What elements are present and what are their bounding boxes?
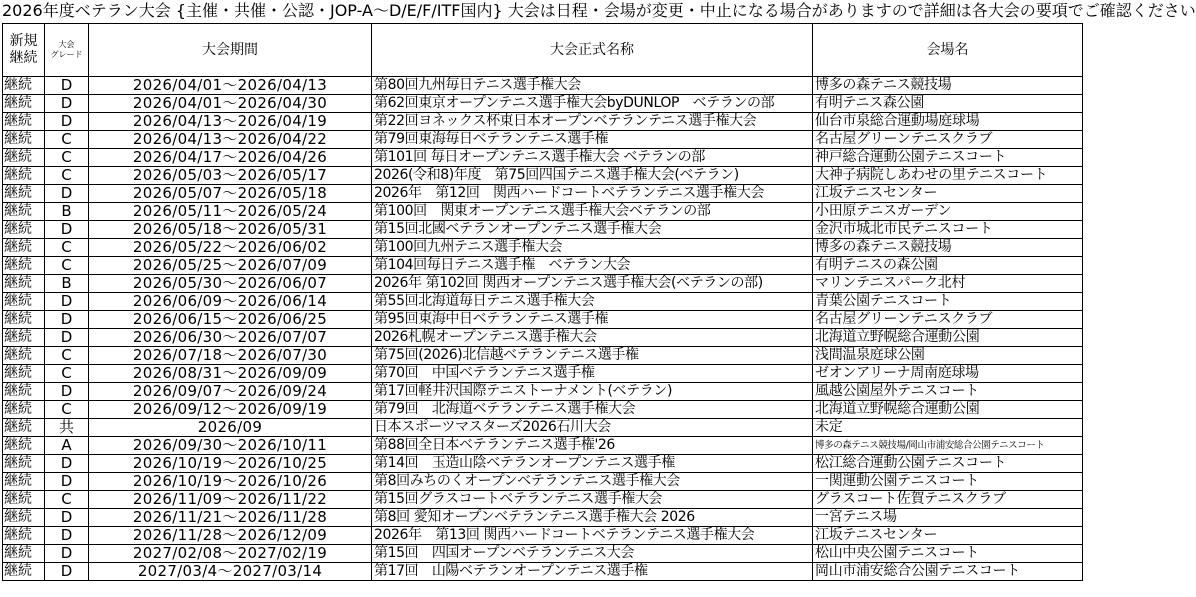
table-row bbox=[3, 347, 1083, 365]
venue-cell: 小田原テニスガーデン bbox=[813, 203, 1083, 221]
period-cell: 2026/09 bbox=[89, 419, 372, 437]
grade-cell: C bbox=[45, 239, 89, 257]
header-status-label: 新規 継続 bbox=[9, 33, 38, 66]
tournament-name-cell: 第70回 中国ベテランテニス選手権 bbox=[372, 365, 813, 383]
period-cell: 2026/05/11～2026/05/24 bbox=[89, 203, 372, 221]
period-cell: 2026/09/12～2026/09/19 bbox=[89, 401, 372, 419]
table-row bbox=[3, 221, 1083, 239]
status-cell: 継続 bbox=[3, 347, 45, 365]
venue-cell: 青葉公園テニスコート bbox=[813, 293, 1083, 311]
tournament-name-cell: 第100回 関東オープンテニス選手権大会ベテランの部 bbox=[372, 203, 813, 221]
header-grade bbox=[45, 24, 89, 77]
table-row bbox=[3, 383, 1083, 401]
grade-cell: D bbox=[45, 455, 89, 473]
period-cell: 2027/03/4～2027/03/14 bbox=[89, 563, 372, 581]
tournament-name-cell: 2026(令和8)年度 第75回四国テニス選手権大会(ベテラン) bbox=[372, 167, 813, 185]
tournament-name-cell: 日本スポーツマスターズ2026石川大会 bbox=[372, 419, 813, 437]
period-cell: 2026/09/30～2026/10/11 bbox=[89, 437, 372, 455]
table-row bbox=[3, 473, 1083, 491]
tournament-name-cell: 第55回北海道毎日テニス選手権大会 bbox=[372, 293, 813, 311]
venue-cell: 松江総合運動公園テニスコート bbox=[813, 455, 1083, 473]
table-row bbox=[3, 131, 1083, 149]
table-row bbox=[3, 275, 1083, 293]
status-cell: 継続 bbox=[3, 473, 45, 491]
grade-cell: D bbox=[45, 383, 89, 401]
venue-cell: 一関運動公園テニスコート bbox=[813, 473, 1083, 491]
status-cell: 継続 bbox=[3, 455, 45, 473]
status-cell: 継続 bbox=[3, 527, 45, 545]
status-cell: 継続 bbox=[3, 293, 45, 311]
venue-cell: 有明テニス森公園 bbox=[813, 95, 1083, 113]
grade-cell: D bbox=[45, 563, 89, 581]
period-cell: 2026/04/13～2026/04/22 bbox=[89, 131, 372, 149]
tournament-name-cell: 第15回グラスコートベテランテニス選手権大会 bbox=[372, 491, 813, 509]
table-row bbox=[3, 419, 1083, 437]
tournament-name-cell: 第79回東海毎日ベテランテニス選手権 bbox=[372, 131, 813, 149]
table-row bbox=[3, 401, 1083, 419]
grade-cell: C bbox=[45, 401, 89, 419]
tournament-table bbox=[2, 23, 1083, 581]
header-grade-label: 大会 グレード bbox=[50, 40, 83, 59]
grade-cell: C bbox=[45, 131, 89, 149]
period-cell: 2026/11/21～2026/11/28 bbox=[89, 509, 372, 527]
venue-cell: 名古屋グリーンテニスクラブ bbox=[813, 311, 1083, 329]
period-cell: 2026/06/30～2026/07/07 bbox=[89, 329, 372, 347]
tournament-name-cell: 第100回九州テニス選手権大会 bbox=[372, 239, 813, 257]
grade-cell: C bbox=[45, 347, 89, 365]
grade-cell: D bbox=[45, 113, 89, 131]
status-cell: 継続 bbox=[3, 113, 45, 131]
status-cell: 継続 bbox=[3, 275, 45, 293]
tournament-name-cell: 第104回毎日テニス選手権 ベテラン大会 bbox=[372, 257, 813, 275]
grade-cell: 共 bbox=[45, 419, 89, 437]
tournament-name-cell: 2026年 第13回 関西ハードコートベテランテニス選手権大会 bbox=[372, 527, 813, 545]
venue-cell: グラスコート佐賀テニスクラブ bbox=[813, 491, 1083, 509]
status-cell: 継続 bbox=[3, 563, 45, 581]
status-cell: 継続 bbox=[3, 149, 45, 167]
period-cell: 2026/04/13～2026/04/19 bbox=[89, 113, 372, 131]
grade-cell: D bbox=[45, 527, 89, 545]
table-row bbox=[3, 257, 1083, 275]
period-cell: 2026/07/18～2026/07/30 bbox=[89, 347, 372, 365]
status-cell: 継続 bbox=[3, 203, 45, 221]
tournament-name-cell: 第80回九州毎日テニス選手権大会 bbox=[372, 77, 813, 95]
venue-cell: 松山中央公園テニスコート bbox=[813, 545, 1083, 563]
table-row bbox=[3, 185, 1083, 203]
tournament-name-cell: 2026年 第12回 関西ハードコートベテランテニス選手権大会 bbox=[372, 185, 813, 203]
table-row bbox=[3, 509, 1083, 527]
table-row bbox=[3, 365, 1083, 383]
tournament-name-cell: 第14回 玉造山陰ベテランオープンテニス選手権 bbox=[372, 455, 813, 473]
venue-cell: 名古屋グリーンテニスクラブ bbox=[813, 131, 1083, 149]
table-row bbox=[3, 167, 1083, 185]
tournament-name-cell: 第15回北國ベテランオープンテニス選手権大会 bbox=[372, 221, 813, 239]
status-cell: 継続 bbox=[3, 239, 45, 257]
tournament-name-cell: 第101回 毎日オープンテニス選手権大会 ベテランの部 bbox=[372, 149, 813, 167]
table-row bbox=[3, 293, 1083, 311]
period-cell: 2026/11/28～2026/12/09 bbox=[89, 527, 372, 545]
grade-cell: C bbox=[45, 167, 89, 185]
venue-cell: 大神子病院しあわせの里テニスコート bbox=[813, 167, 1083, 185]
grade-cell: D bbox=[45, 473, 89, 491]
venue-cell: 浅間温泉庭球公園 bbox=[813, 347, 1083, 365]
grade-cell: D bbox=[45, 509, 89, 527]
status-cell: 継続 bbox=[3, 95, 45, 113]
grade-cell: D bbox=[45, 293, 89, 311]
grade-cell: D bbox=[45, 221, 89, 239]
header-period: 大会期間 bbox=[89, 24, 372, 77]
period-cell: 2026/11/09～2026/11/22 bbox=[89, 491, 372, 509]
header-name: 大会正式名称 bbox=[372, 24, 813, 77]
period-cell: 2026/06/15～2026/06/25 bbox=[89, 311, 372, 329]
table-row bbox=[3, 311, 1083, 329]
status-cell: 継続 bbox=[3, 221, 45, 239]
grade-cell: D bbox=[45, 329, 89, 347]
grade-cell: D bbox=[45, 185, 89, 203]
period-cell: 2026/09/07～2026/09/24 bbox=[89, 383, 372, 401]
tournament-name-cell: 第62回東京オープンテニス選手権大会byDUNLOP ベテランの部 bbox=[372, 95, 813, 113]
grade-cell: B bbox=[45, 203, 89, 221]
grade-cell: C bbox=[45, 365, 89, 383]
page-title: 2026年度ベテラン大会 {主催・共催・公認・JOP-A～D/E/F/ITF国内} 大会は日程・会場が変更・中止になる場合がありますので詳細は各大会の要項でご確認ください bbox=[2, 1, 1196, 20]
period-cell: 2026/05/25～2026/07/09 bbox=[89, 257, 372, 275]
tournament-name-cell: 2026札幌オープンテニス選手権大会 bbox=[372, 329, 813, 347]
period-cell: 2026/05/30～2026/06/07 bbox=[89, 275, 372, 293]
period-cell: 2027/02/08～2027/02/19 bbox=[89, 545, 372, 563]
status-cell: 継続 bbox=[3, 383, 45, 401]
status-cell: 継続 bbox=[3, 131, 45, 149]
table-row bbox=[3, 491, 1083, 509]
table-row bbox=[3, 149, 1083, 167]
table-row bbox=[3, 203, 1083, 221]
table-row bbox=[3, 113, 1083, 131]
status-cell: 継続 bbox=[3, 329, 45, 347]
grade-cell: D bbox=[45, 77, 89, 95]
venue-cell: 博多の森テニス競技場 bbox=[813, 77, 1083, 95]
table-row bbox=[3, 239, 1083, 257]
tournament-name-cell: 第79回 北海道ベテランテニス選手権大会 bbox=[372, 401, 813, 419]
table-row bbox=[3, 455, 1083, 473]
period-cell: 2026/06/09～2026/06/14 bbox=[89, 293, 372, 311]
tournament-name-cell: 第8回みちのくオープンベテランテニス選手権大会 bbox=[372, 473, 813, 491]
status-cell: 継続 bbox=[3, 257, 45, 275]
table-row bbox=[3, 563, 1083, 581]
venue-cell: 博多の森テニス競技場 bbox=[813, 239, 1083, 257]
header-status bbox=[3, 24, 45, 77]
tournament-name-cell: 第22回ヨネックス杯東日本オープンベテランテニス選手権大会 bbox=[372, 113, 813, 131]
status-cell: 継続 bbox=[3, 419, 45, 437]
venue-cell: 北海道立野幌総合運動公園 bbox=[813, 401, 1083, 419]
period-cell: 2026/10/19～2026/10/26 bbox=[89, 473, 372, 491]
venue-cell: 有明テニスの森公園 bbox=[813, 257, 1083, 275]
grade-cell: D bbox=[45, 311, 89, 329]
period-cell: 2026/08/31～2026/09/09 bbox=[89, 365, 372, 383]
table-row bbox=[3, 527, 1083, 545]
status-cell: 継続 bbox=[3, 311, 45, 329]
grade-cell: D bbox=[45, 95, 89, 113]
tournament-name-cell: 第8回 愛知オープンベテランテニス選手権大会 2026 bbox=[372, 509, 813, 527]
venue-cell: 博多の森テニス競技場/岡山市浦安総合公園テニスコート bbox=[813, 437, 1083, 455]
table-row bbox=[3, 545, 1083, 563]
grade-cell: A bbox=[45, 437, 89, 455]
tournament-name-cell: 第17回軽井沢国際テニストーナメント(ベテラン) bbox=[372, 383, 813, 401]
table-row bbox=[3, 329, 1083, 347]
status-cell: 継続 bbox=[3, 545, 45, 563]
period-cell: 2026/05/07～2026/05/18 bbox=[89, 185, 372, 203]
status-cell: 継続 bbox=[3, 509, 45, 527]
venue-cell: ゼオンアリーナ周南庭球場 bbox=[813, 365, 1083, 383]
period-cell: 2026/04/01～2026/04/30 bbox=[89, 95, 372, 113]
venue-cell: 未定 bbox=[813, 419, 1083, 437]
tournament-name-cell: 2026年 第102回 関西オープンテニス選手権大会(ベテランの部) bbox=[372, 275, 813, 293]
status-cell: 継続 bbox=[3, 185, 45, 203]
grade-cell: D bbox=[45, 545, 89, 563]
tournament-name-cell: 第15回 四国オープンベテランテニス大会 bbox=[372, 545, 813, 563]
grade-cell: C bbox=[45, 257, 89, 275]
table-header-row bbox=[3, 24, 1083, 77]
table-body bbox=[3, 77, 1083, 581]
venue-cell: マリンテニスパーク北村 bbox=[813, 275, 1083, 293]
venue-cell: 江坂テニスセンター bbox=[813, 185, 1083, 203]
tournament-name-cell: 第88回全日本ベテランテニス選手権'26 bbox=[372, 437, 813, 455]
venue-cell: 風越公園屋外テニスコート bbox=[813, 383, 1083, 401]
grade-cell: C bbox=[45, 149, 89, 167]
venue-cell: 北海道立野幌総合運動公園 bbox=[813, 329, 1083, 347]
venue-cell: 一宮テニス場 bbox=[813, 509, 1083, 527]
tournament-name-cell: 第17回 山陽ベテランオープンテニス選手権 bbox=[372, 563, 813, 581]
venue-cell: 金沢市城北市民テニスコート bbox=[813, 221, 1083, 239]
tournament-name-cell: 第75回(2026)北信越ベテランテニス選手権 bbox=[372, 347, 813, 365]
status-cell: 継続 bbox=[3, 401, 45, 419]
status-cell: 継続 bbox=[3, 167, 45, 185]
venue-cell: 江坂テニスセンター bbox=[813, 527, 1083, 545]
period-cell: 2026/10/19～2026/10/25 bbox=[89, 455, 372, 473]
status-cell: 継続 bbox=[3, 437, 45, 455]
table-row bbox=[3, 437, 1083, 455]
tournament-name-cell: 第95回東海中日ベテランテニス選手権 bbox=[372, 311, 813, 329]
grade-cell: B bbox=[45, 275, 89, 293]
period-cell: 2026/05/18～2026/05/31 bbox=[89, 221, 372, 239]
period-cell: 2026/05/03～2026/05/17 bbox=[89, 167, 372, 185]
grade-cell: C bbox=[45, 491, 89, 509]
table-row bbox=[3, 95, 1083, 113]
status-cell: 継続 bbox=[3, 77, 45, 95]
venue-cell: 仙台市泉総合運動場庭球場 bbox=[813, 113, 1083, 131]
venue-cell: 岡山市浦安総合公園テニスコート bbox=[813, 563, 1083, 581]
header-venue: 会場名 bbox=[813, 24, 1083, 77]
period-cell: 2026/05/22～2026/06/02 bbox=[89, 239, 372, 257]
period-cell: 2026/04/01～2026/04/13 bbox=[89, 77, 372, 95]
status-cell: 継続 bbox=[3, 491, 45, 509]
table-row bbox=[3, 77, 1083, 95]
status-cell: 継続 bbox=[3, 365, 45, 383]
venue-cell: 神戸総合運動公園テニスコート bbox=[813, 149, 1083, 167]
period-cell: 2026/04/17～2026/04/26 bbox=[89, 149, 372, 167]
